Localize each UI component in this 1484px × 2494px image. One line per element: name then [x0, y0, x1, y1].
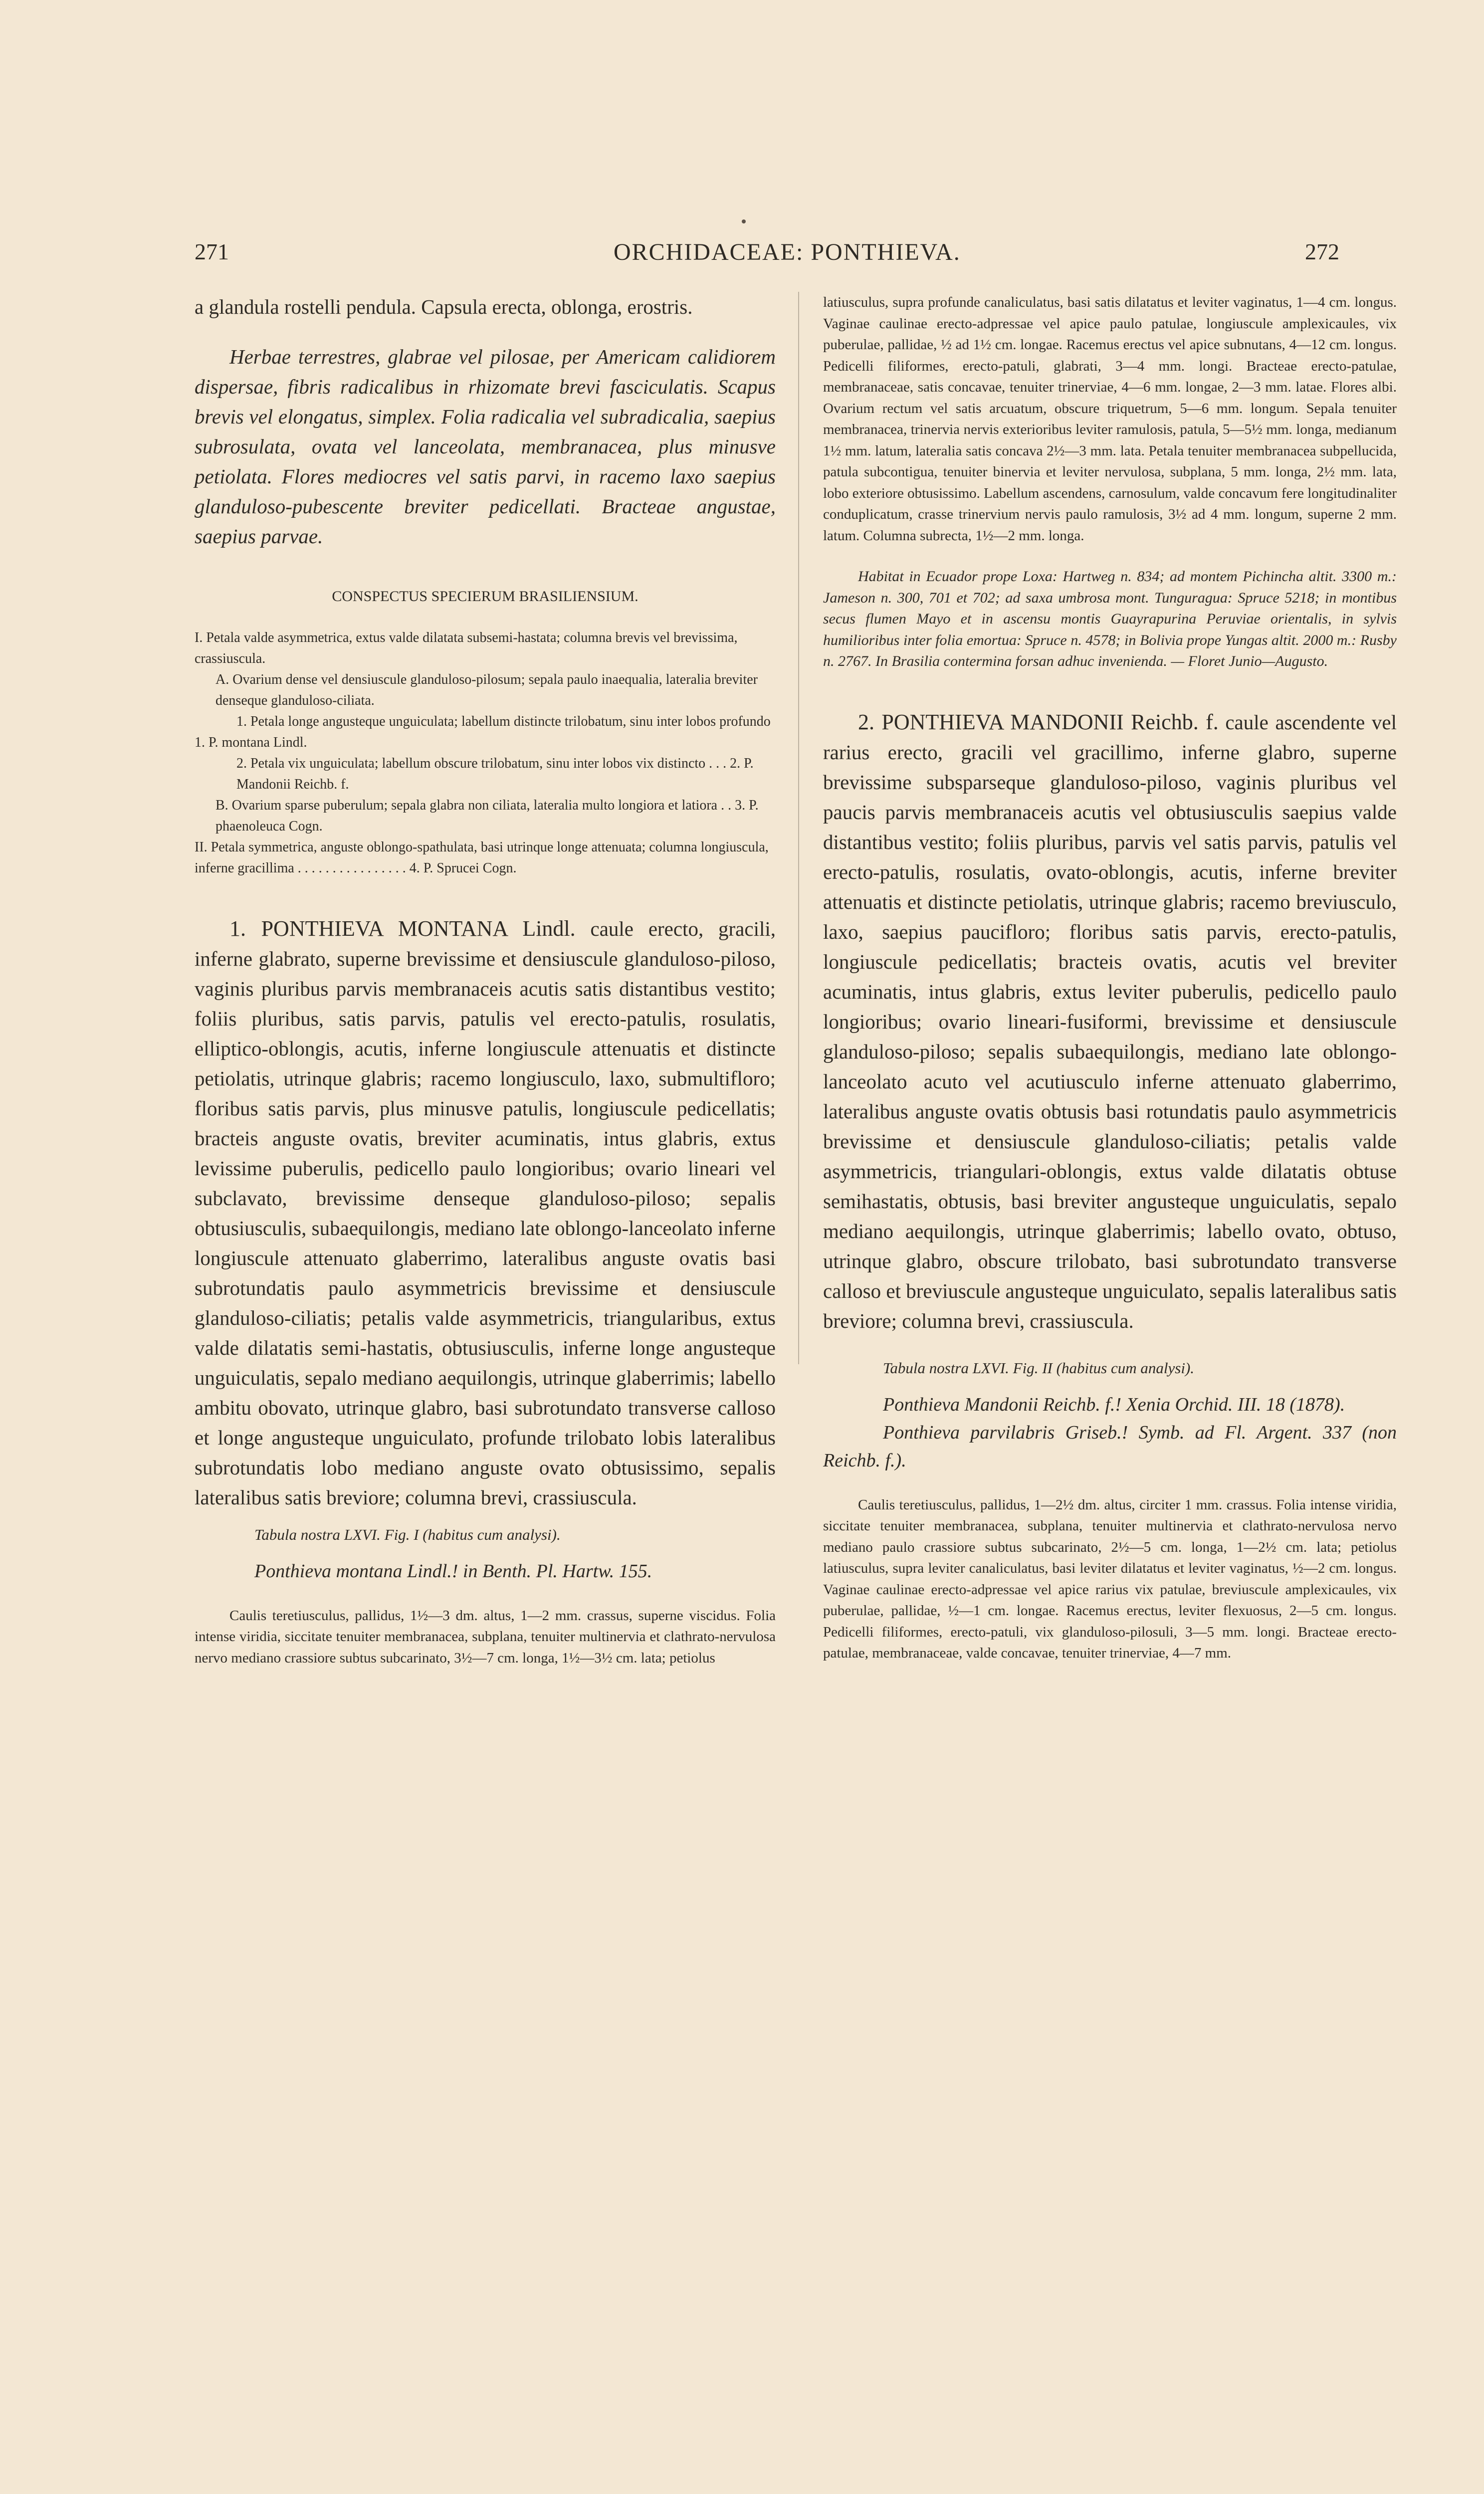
key-line: 1. P. montana Lindl.	[195, 734, 307, 750]
species-2-reference-2: Ponthieva parvilabris Griseb.! Symb. ad Fl. Argent. 337 (non Reichb. f.).	[823, 1422, 1397, 1471]
genus-text-end: a glandula rostelli pendula. Capsula erecta, oblonga, erostris.	[195, 295, 693, 318]
key-line: 2. Petala vix unguiculata; labellum obscure trilobatum, sinu inter lobos vix distincto . . . 2. P. Mandonii Reichb. f.	[236, 755, 754, 792]
page-header	[0, 238, 1484, 278]
species-2-heading: 2. PONTHIEVA MANDONII Reichb. f.	[858, 709, 1219, 734]
key-line: B. Ovarium sparse puberulum; sepala glabra non ciliata, lateralia multo longiora et latiora . . 3. P. phaenoleuca Cogn.	[215, 797, 759, 834]
species-1-text: caule erecto, gracili, inferne glabrato, superne brevissime et densiuscule glanduloso-piloso, vaginis pluribus parvis membranaceis acutis satis distantibus vestito; foliis pluribus, satis parvis, patulis vel erecto-patulis, rosulatis, elliptico-oblongis, acutis, inferne longiuscule attenuatis et distincte petiolatis, utrinque glabris; racemo longiusculo, laxo, submultifloro; floribus satis parvis, plus minusve patulis, longiuscule pedicellatis; bracteis anguste ovatis, breviter acuminatis, intus glabris, extus levissime puberulis, pedicello paulo longioribus; ovario lineari vel subclavato, brevissime denseque glanduloso-piloso; sepalis obtusiusculis, subaequilongis, mediano late oblongo-lanceolato inferne longiuscule attenuato glaberrimo, lateralibus anguste ovatis basi subrotundatis paulo asymmetricis brevissime et densiuscule glanduloso-ciliatis; petalis valde asymmetricis, triangularibus, extus valde dilatatis semi-hastatis, obtusiusculis, inferne longe angusteque unguiculatis, sepalo mediano aequilongis, utrinque glaberrimis; labello ambitu obovato, utrinque glabro, basi subrotundato transverse calloso et longe angusteque unguiculato, profunde trilobato lobis lateralibus subrotundatis lobo mediano anguste ovato obtusissimo, sepalis lateralibus satis breviore; columna brevi, crassiuscula.	[195, 917, 776, 1509]
species-key	[195, 627, 776, 879]
species-2-detailed-description: Caulis teretiusculus, pallidus, 1—2½ dm. altus, circiter 1 mm. crassus. Folia intense viridia, siccitate tenuiter membranacea, subplana, tenuiter multinervia et clathrato-nervulosa nervo mediano paulo crassiore subtus subcarinato, 2½—5 cm. longa, 1—2½ cm. lata; petiolus latiusculus, supra leviter canaliculatus, basi leviter dilatatus et leviter vaginatus, ½—2 cm. longus. Vaginae caulinae erecto-adpressae vel apice rarius vix patulae, breviuscule amplexicaules, vix puberulae, pallidae, ½—1 cm. longae. Racemus erectus, leviter flexuosus, 2—5 cm. longus. Pedicelli filiformes, erecto-patuli, vix glanduloso-pilosuli, 3—5 mm. longi. Bracteae erecto-patulae, membranaceae, valde concavae, tenuiter trinerviae, 4—7 mm.	[823, 1496, 1397, 1661]
right-column	[823, 292, 1397, 1664]
ink-mark	[742, 219, 746, 223]
left-column	[195, 292, 776, 1668]
species-1-description-continued: latiusculus, supra profunde canaliculatus, basi satis dilatatus et leviter vaginatus, 1—4 cm. longus. Vaginae caulinae erecto-adpressae vel apice paulo patulae, longiuscule amplexicaules, vix puberulae, pallidae, ½ ad 1½ cm. longae. Racemus erectus vel apice subnutans, 4—12 cm. longus. Pedicelli filiformes, erecto-patuli, glabrati, 3—4 mm. longi. Bracteae erecto-patulae, membranaceae, satis concavae, tenuiter trinerviae, 4—6 mm. longae, 2—3 mm. latae. Flores albi. Ovarium rectum vel satis arcuatum, obscure triquetrum, 5—6 mm. longum. Sepala tenuiter membranacea, trinervia nervis exterioribus leviter ramulosis, patula, 5—5½ mm. longa, medianum 1½ mm. latum, lateralia satis concava 2½—3 mm. lata. Petala tenuiter membranacea subpellucida, patula subcontigua, tenuiter binervia et leviter nervulosa, subplana, 5 mm. longa, 2½ mm. lata, lobo exteriore obtusissimo. Labellum ascendens, carnosulum, valde concavum fere longitudinaliter conduplicatum, crasse trinervium nervis paulo ramulosis, 3½ ad 4 mm. longum, superne 2 mm. latum. Columna subrecta, 1½—2 mm. longa.	[823, 294, 1397, 544]
species-2-description	[823, 707, 1397, 1336]
genus-habit-paragraph: Herbae terrestres, glabrae vel pilosae, per Americam calidiorem dispersae, fibris radicalibus in rhizomate brevi fasciculatis. Scapus brevis vel elongatus, simplex. Folia radicalia vel subradicalia, saepius subrosulata, ovata vel lanceolata, membranacea, plus minusve petiolata. Flores mediocres vel satis parvi, in racemo laxo saepius glanduloso-pubescente breviter pedicellati. Bracteae angustae, saepius parvae.	[195, 345, 776, 548]
key-line: I. Petala valde asymmetrica, extus valde dilatata subsemi-hastata; columna brevis vel brevissima, crassiuscula.	[195, 629, 738, 666]
conspectus-title: CONSPECTUS SPECIERUM BRASILIENSIUM.	[332, 588, 638, 605]
key-line: II. Petala symmetrica, anguste oblongo-spathulata, basi utrinque longe attenuata; columna longiuscula, inferne gracillima . . . . . . . . . . . . . . . . 4. P. Sprucei Cogn.	[195, 839, 769, 876]
key-line: 1. Petala longe angusteque unguiculata; labellum distincte trilobatum, sinu inter lobos profundo	[236, 713, 771, 729]
species-1-reference: Ponthieva montana Lindl.! in Benth. Pl. Hartw. 155.	[254, 1560, 652, 1582]
species-2-tabula: Tabula nostra LXVI. Fig. II (habitus cum analysi).	[883, 1359, 1195, 1377]
species-1-heading: 1. PONTHIEVA MONTANA Lindl.	[229, 916, 576, 941]
species-1-detailed-description: Caulis teretiusculus, pallidus, 1½—3 dm. altus, 1—2 mm. crassus, superne viscidus. Folia intense viridia, siccitate tenuiter membranacea, subplana, tenuiter multinervia et clathrato-nervulosa nervo mediano crassiore subtus subcarinato, 3½—7 cm. longa, 1½—3½ cm. lata; petiolus	[195, 1607, 776, 1666]
species-2-reference-1: Ponthieva Mandonii Reichb. f.! Xenia Orchid. III. 18 (1878).	[883, 1394, 1345, 1415]
column-divider	[798, 292, 799, 1364]
running-title: ORCHIDACEAE: PONTHIEVA.	[614, 239, 961, 265]
species-2-text: caule ascendente vel rarius erecto, gracili vel gracillimo, inferne glabro, superne brevissime subsparseque glanduloso-piloso, vaginis pluribus vel paucis parvis membranaceis acutis vel obtusiusculis saepius valde distantibus vestito; foliis pluribus, parvis vel satis parvis, patulis vel erecto-patulis, rosulatis, ovato-oblongis, acutis, inferne breviter attenuatis et distincte petiolatis, utrinque glabris; racemo breviusculo, laxo, saepius paucifloro; floribus satis parvis, erecto-patulis, longiuscule pedicellatis; bracteis ovatis, acutis vel breviter acuminatis, intus glabris, extus leviter puberulis, pedicello paulo longioribus; ovario lineari-fusiformi, brevissime et densiuscule glanduloso-piloso; sepalis subaequilongis, mediano late oblongo-lanceolato acuto vel acutiusculo inferne attenuato glaberrimo, lateralibus anguste ovatis obtusis basi rotundatis paulo asymmetricis brevissime et densiuscule glanduloso-ciliatis; petalis valde asymmetricis, triangulari-oblongis, extus valde dilatatis obtuse semihastatis, obtusis, basi breviter angusteque unguiculatis, sepalo mediano aequilongis, utrinque glaberrimis; labello ovato, obtuso, utrinque glabro, obscure trilobato, basi subrotundato transverse calloso et breviuscule angusteque unguiculato, sepalis lateralibus satis breviore; columna brevi, crassiuscula.	[823, 710, 1397, 1332]
page-number-left: 271	[195, 239, 229, 264]
species-1-habitat: Habitat in Ecuador prope Loxa: Hartweg n. 834; ad montem Pichincha altit. 3300 m.: Jameson n. 300, 701 et 702; ad saxa umbrosa mont. Tunguragua: Spruce 5218; in montibus secus flumen Mayo et in ascensu montis Guayrapurina Peruviae orientalis, in sylvis humilioribus inter folia emortua: Spruce n. 4578; in Bolivia prope Yungas altit. 2000 m.: Rusby n. 2767. In Brasilia contermina forsan adhuc invenienda. — Floret Junio—Augusto.	[823, 568, 1397, 669]
key-line: A. Ovarium dense vel densiuscule glanduloso-pilosum; sepala paulo inaequalia, lateralia breviter denseque glanduloso-ciliata.	[215, 671, 758, 708]
species-1-description	[195, 914, 776, 1512]
page-number-right: 272	[1305, 239, 1339, 264]
species-1-tabula: Tabula nostra LXVI. Fig. I (habitus cum analysi).	[254, 1525, 561, 1543]
